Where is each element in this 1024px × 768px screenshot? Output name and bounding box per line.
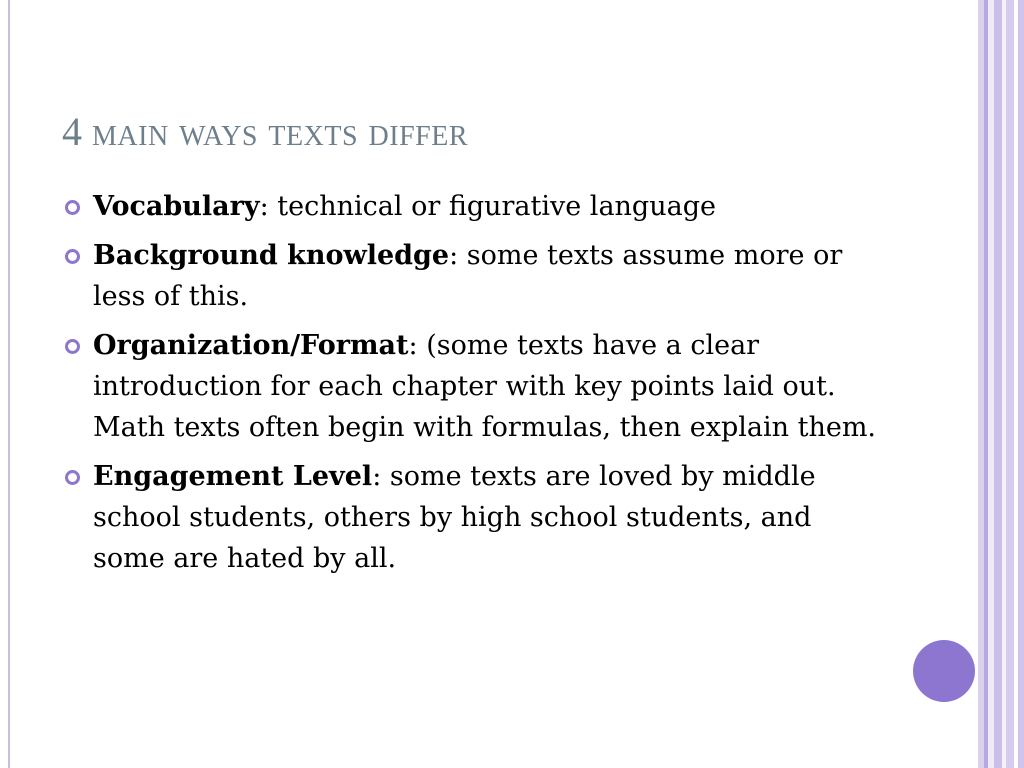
bullet-item-vocabulary: [62, 186, 882, 227]
right-decor-stripe: [1018, 0, 1024, 768]
ring-bullet-icon: [65, 249, 80, 264]
bullet-item-engagement-level: [62, 456, 882, 579]
bullet-term: Engagement Level: [93, 461, 373, 492]
title-text: main ways texts differ: [92, 109, 469, 154]
bullet-list: [62, 186, 882, 587]
left-border-line: [8, 0, 10, 768]
bullet-text: : some texts assume more or less of this.: [93, 240, 843, 312]
title-number: 4: [62, 109, 82, 154]
ring-bullet-icon: [65, 470, 80, 485]
ring-bullet-icon: [65, 200, 80, 215]
right-decor-stripe: [994, 0, 1002, 768]
slide-title: [62, 108, 468, 156]
bullet-term: Vocabulary: [93, 191, 260, 222]
bullet-term: Background knowledge: [93, 240, 450, 271]
bullet-text: : (some texts have a clear introduction for each chapter with key points laid out. Math texts often begin with formulas, then explain them.: [93, 330, 876, 443]
decorative-circle: [913, 640, 975, 702]
bullet-term: Organization/Format: [93, 330, 409, 361]
right-decor-stripe: [1006, 0, 1014, 768]
bullet-text: : some texts are loved by middle school students, others by high school students, and some are hated by all.: [93, 461, 816, 574]
bullet-text: : technical or figurative language: [259, 191, 716, 222]
bullet-item-organization-format: [62, 325, 882, 448]
bullet-item-background-knowledge: [62, 235, 882, 317]
ring-bullet-icon: [65, 339, 80, 354]
